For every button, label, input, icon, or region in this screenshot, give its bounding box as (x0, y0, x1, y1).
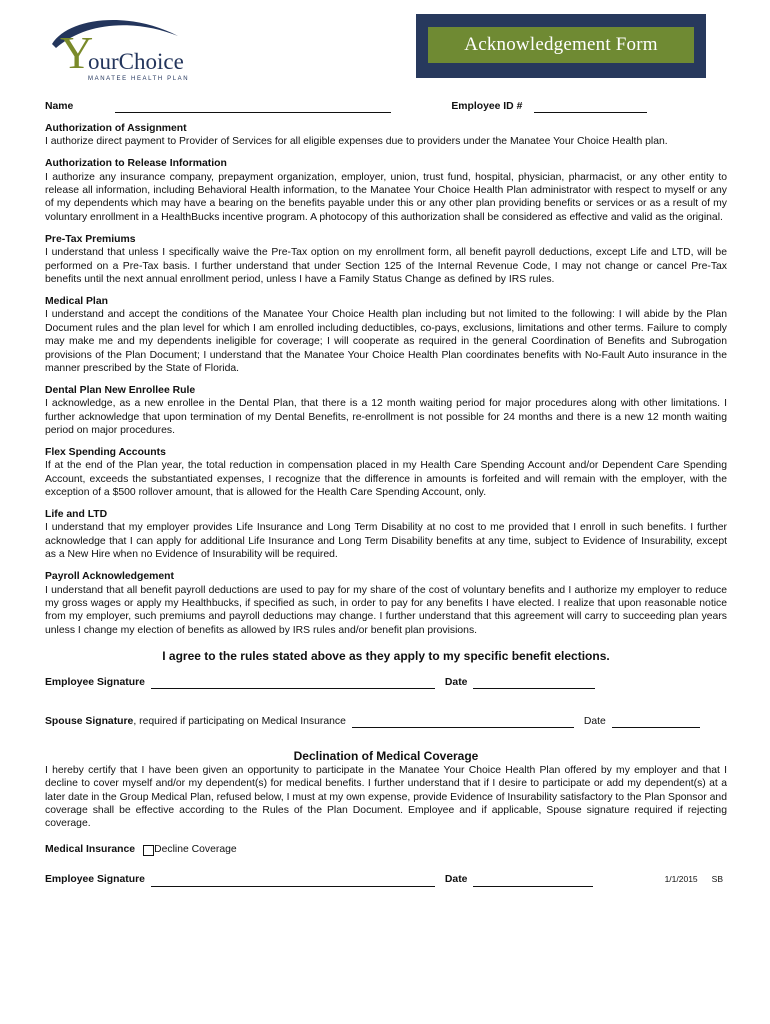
declination-date-field[interactable] (473, 876, 593, 887)
section-authorization-assignment (45, 122, 727, 149)
employee-signature-label: Employee Signature (45, 676, 145, 688)
section-text: I understand that my employer provides Life Insurance and Long Term Disability at no cost to me provided that I enroll in such benefits. I further acknowledge that I can apply for additional Life Insurance and Long Term Disability benefits at any time, subject to Evidence of Insurability, except as a New Hire when no Evidence of Insurability will be required. (45, 522, 727, 561)
decline-coverage-checkbox[interactable] (143, 845, 154, 856)
spouse-date-field[interactable] (612, 717, 700, 728)
section-heading: Life and LTD (45, 509, 108, 521)
section-heading: Flex Spending Accounts (45, 446, 166, 458)
spouse-signature-label: Spouse Signature (45, 716, 134, 728)
spouse-signature-row (45, 715, 727, 728)
spouse-signature-note: , required if participating on Medical Insurance (133, 716, 346, 728)
spouse-signature-field[interactable] (352, 717, 574, 728)
employee-id-label: Employee ID # (451, 101, 523, 112)
section-dental-plan (45, 384, 727, 438)
declination-date-label: Date (444, 874, 468, 886)
employee-signature-row (45, 676, 727, 689)
section-text: If at the end of the Plan year, the total reduction in compensation placed in my Health Care Spending Account and/or Dependent Care Spending Account, exceeds the substantiated expenses, I recognize that the difference in amounts is forfeited and will remain with the employer, with the exception of a $500 rollover amount, that is allowed for the Health Care Spending Account, only. (45, 460, 727, 499)
declination-signature-field[interactable] (151, 876, 435, 887)
name-label: Name (45, 101, 74, 112)
section-heading: Medical Plan (45, 295, 108, 307)
declination-title: Declination of Medical Coverage (293, 749, 479, 764)
section-text: I understand that unless I specifically waive the Pre-Tax option on my enrollment form, all benefit payroll deductions, except Life and LTD, will be performed on a Pre-Tax basis. I further understand that under Section 125 of the Internal Revenue Code, I may not change or cancel Pre-Tax benefits until the next annual enrollment period, unless I have a Family Status Change as defined by IRS rules. (45, 247, 727, 285)
section-heading: Authorization to Release Information (45, 158, 227, 170)
spouse-date-label: Date (583, 716, 606, 728)
your-choice-logo (48, 14, 188, 84)
terms-sections (45, 122, 727, 637)
section-life-ltd (45, 508, 727, 562)
identity-row (45, 100, 727, 113)
section-flex-spending (45, 446, 727, 500)
logo-tagline: MANATEE HEALTH PLAN (88, 76, 190, 82)
section-heading: Dental Plan New Enrollee Rule (45, 384, 196, 396)
section-text: I acknowledge, as a new enrollee in the Dental Plan, that there is a 12 month waiting period for major procedures along with other limitations. I further acknowledge that upon termination of my Dental Benefits, re-enrollment is not possible for 24 months and there is a new 12 month waiting period on major procedures. (45, 398, 727, 437)
medical-insurance-label: Medical Insurance (45, 843, 136, 855)
section-text: I understand that all benefit payroll deductions are used to pay for my share of the cost of voluntary benefits and I authorize my employer to reduce my gross wages or apply my Healthbucks, if specified as such, in order to pay for any benefits I have elected. I realize that upon reasonable notice from my employer, such premiums and payroll deductions may change. I further understand that this agreement will carry to succeeding plan years unless I change my election of benefits as allowed by IRS rules and/or benefit plan provisions. (45, 584, 727, 636)
section-text: I understand and accept the conditions of the Manatee Your Choice Health plan including but not limited to the following: I will abide by the Plan Document rules and the plan level for which I am enrolled including deductibles, co-pays, exclusions, limitations and other terms. Failure to comply may make me and my dependents ineligible for coverage; I will cooperate as required in the general Coordination of Benefits and Subrogation provisions of the Plan Document; I understand that the Manatee Your Choice Health Plan coordinates benefits with No-Fault Auto insurance in the manner prescribed by the State of Florida. (45, 309, 727, 374)
logo-letter-y: Y (60, 27, 94, 78)
section-release-information (45, 157, 727, 224)
revision-initials: SB (711, 874, 723, 885)
employee-id-field[interactable] (534, 102, 647, 113)
section-payroll-acknowledgement (45, 570, 727, 637)
declination-signature-row (45, 873, 727, 886)
form-body (45, 100, 727, 887)
decline-coverage-row (45, 843, 727, 856)
logo-wordmark: ourChoice (88, 49, 184, 74)
revision-date: 1/1/2015 (664, 874, 698, 885)
section-medical-plan (45, 295, 727, 375)
form-title: Acknowledgement Form (428, 27, 694, 63)
section-heading: Payroll Acknowledgement (45, 571, 174, 583)
section-text: I authorize any insurance company, prepayment organization, employer, union, trust fund, hospital, physician, pharmacist, or any other entity to release all information, including Behavioral Health information, to the Manatee Your Choice Health Plan administrator with respect to myself or any of my dependents which may have a bearing on the benefits payable under this or any other plan providing benefits or services or as a result of my voluntary enrollment in a HealthBucks incentive program. A photocopy of this authorization shall be considered as effective and valid as the original. (45, 171, 727, 223)
employee-signature-field[interactable] (151, 678, 435, 689)
declination-text: I hereby certify that I have been given an opportunity to participate in the Manatee Your Choice Health Plan offered by my employer and that I decline to cover myself and/or my dependent(s) for medical benefits. I further understand that if I desire to participate or add my dependent(s) at a later date in the Group Medical Plan, refused below, I must at my own expense, provide Evidence of Insurability satisfactory to the Plan Sponsor and coverage shall be effective according to the Rules of the Plan Document. Employee and if applicable, Spouse signature required if rejecting coverage. (45, 764, 727, 830)
section-heading: Pre-Tax Premiums (45, 233, 136, 245)
form-title-banner (416, 14, 706, 78)
employee-date-field[interactable] (473, 678, 595, 689)
section-text: I authorize direct payment to Provider of Services for all eligible expenses due to providers under the Manatee Your Choice Health plan. (45, 136, 668, 148)
date-label: Date (444, 676, 468, 688)
section-pre-tax-premiums (45, 233, 727, 287)
section-heading: Authorization of Assignment (45, 122, 187, 134)
decline-coverage-label: Decline Coverage (154, 843, 237, 855)
declination-employee-signature-label: Employee Signature (45, 874, 145, 886)
agreement-statement: I agree to the rules stated above as they apply to my specific benefit elections. (162, 649, 610, 664)
name-field[interactable] (115, 102, 391, 113)
